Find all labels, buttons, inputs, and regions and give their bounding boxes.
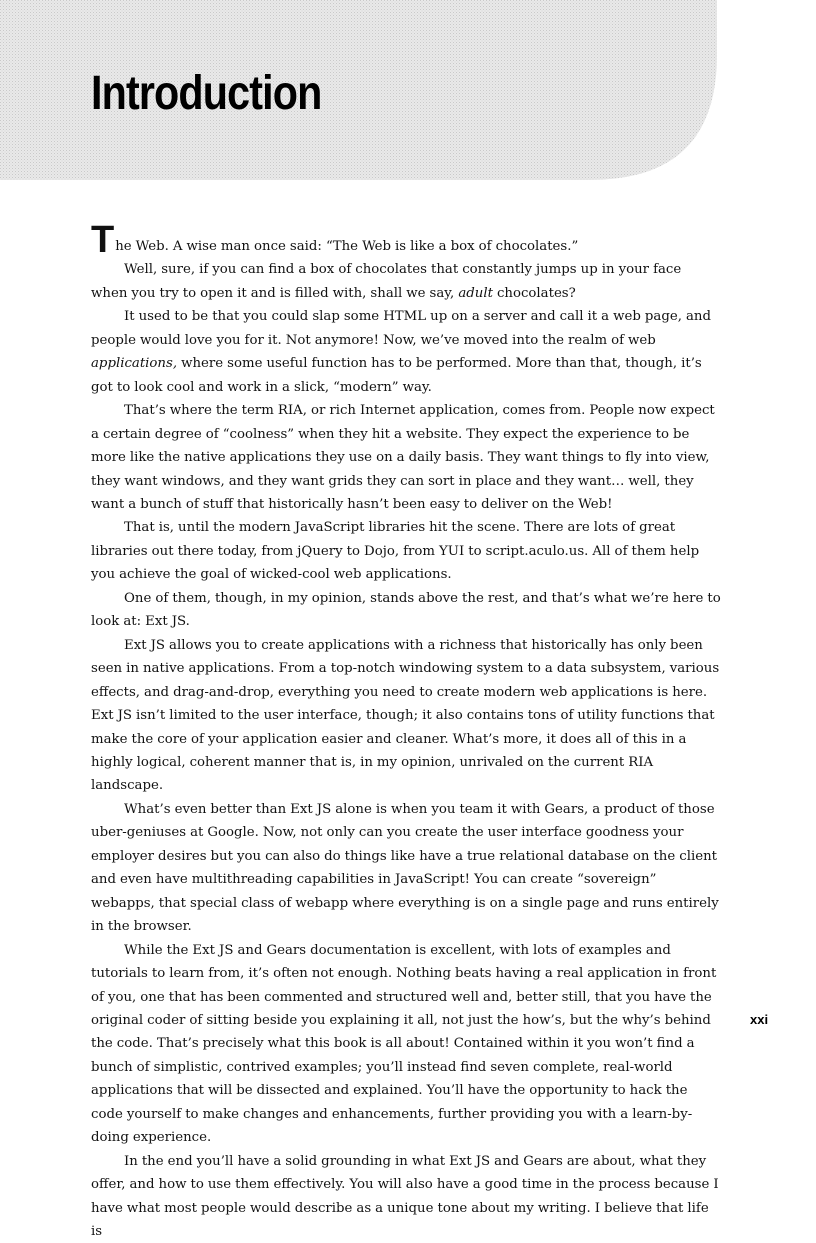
paragraph-1: [91, 219, 721, 261]
paragraph-3: [91, 305, 721, 399]
paragraph-3-text-a: It used to be that you could slap some HTML up on a server and call it a web page, and people would love you for it. Not anymore! Now, we’ve moved into the realm of web: [91, 309, 711, 348]
paragraph-3-text-b: where some useful function has to be performed. More than that, though, it’s got to look cool and work in a slick, “modern” way.: [91, 356, 702, 395]
paragraph-10: In the end you’ll have a solid grounding in what Ext JS and Gears are about, what they offer, and how to use them effectively. You will also have a good time in the process because I have what most people would describe as a unique tone about my writing. I believe that life is: [91, 1153, 719, 1240]
paragraph-5: That is, until the modern JavaScript libraries hit the scene. There are lots of great libraries out there today, from jQuery to Dojo, from YUI to script.aculo.us. All of them help you achieve the goal of wicked-cool web applications.: [91, 520, 700, 583]
paragraph-1-text: he Web. A wise man once said: “The Web is like a box of chocolates.”: [115, 239, 579, 254]
chapter-title: Introduction: [91, 67, 322, 120]
paragraph-7: Ext JS allows you to create applications with a richness that historically has only been seen in native applications. From a top-notch windowing system to a data subsystem, various effects, and drag-and-drop, everything you need to create modern web applications is here. Ext JS isn’t limited to the user interface, though; it also contains tons of utility functions that make the core of your application easier and cleaner. What’s more, it does all of this in a highly logical, coherent manner that is, in my opinion, unrivaled on the current RIA landscape.: [91, 637, 720, 794]
paragraph-6: One of them, though, in my opinion, stands above the rest, and that’s what we’re here to look at: Ext JS.: [91, 590, 721, 630]
paragraph-2-text-a: Well, sure, if you can find a box of chocolates that constantly jumps up in your face when you try to open it and is filled with, shall we say,: [91, 262, 682, 301]
page-number: xxi: [750, 1012, 769, 1027]
paragraph-4: That’s where the term RIA, or rich Internet application, comes from. People now expect a certain degree of “coolness” when they hit a website. They expect the experience to be more like the native applications they use on a daily basis. They want things to fly into view, they want windows, and they want grids they can sort in place and they want… well, they want a bunch of stuff that historically hasn’t been easy to deliver on the Web!: [91, 403, 715, 512]
paragraph-2: [91, 258, 721, 305]
paragraph-3-emphasis: applications,: [91, 356, 178, 372]
paragraph-8: What’s even better than Ext JS alone is when you team it with Gears, a product of those uber-geniuses at Google. Now, not only can you create the user interface goodness your employer desires but you can also do things like have a true relational database on the client and even have multithreading capabilities in JavaScript! You can create “sovereign” webapps, that special class of webapp where everything is on a single page and runs entirely in the browser.: [91, 801, 719, 935]
paragraph-2-emphasis: adult: [458, 285, 493, 301]
drop-cap: T: [91, 219, 115, 261]
chapter-body: [91, 219, 721, 1243]
paragraph-2-text-b: chocolates?: [492, 285, 576, 301]
paragraph-9: While the Ext JS and Gears documentation is excellent, with lots of examples and tutorials to learn from, it’s often not enough. Nothing beats having a real application in front of you, one that has been commented and structured well and, better still, that you have the original coder of sitting beside you explaining it all, not just the how’s, but the why’s behind the code. That’s precisely what this book is all about! Contained within it you won’t find a bunch of simplistic, contrived examples; you’ll instead find seven complete, real-world applications that will be dissected and explained. You’ll have the opportunity to hack the code yourself to make changes and enhancements, further providing you with a learn-by-doing experience.: [91, 942, 717, 1146]
